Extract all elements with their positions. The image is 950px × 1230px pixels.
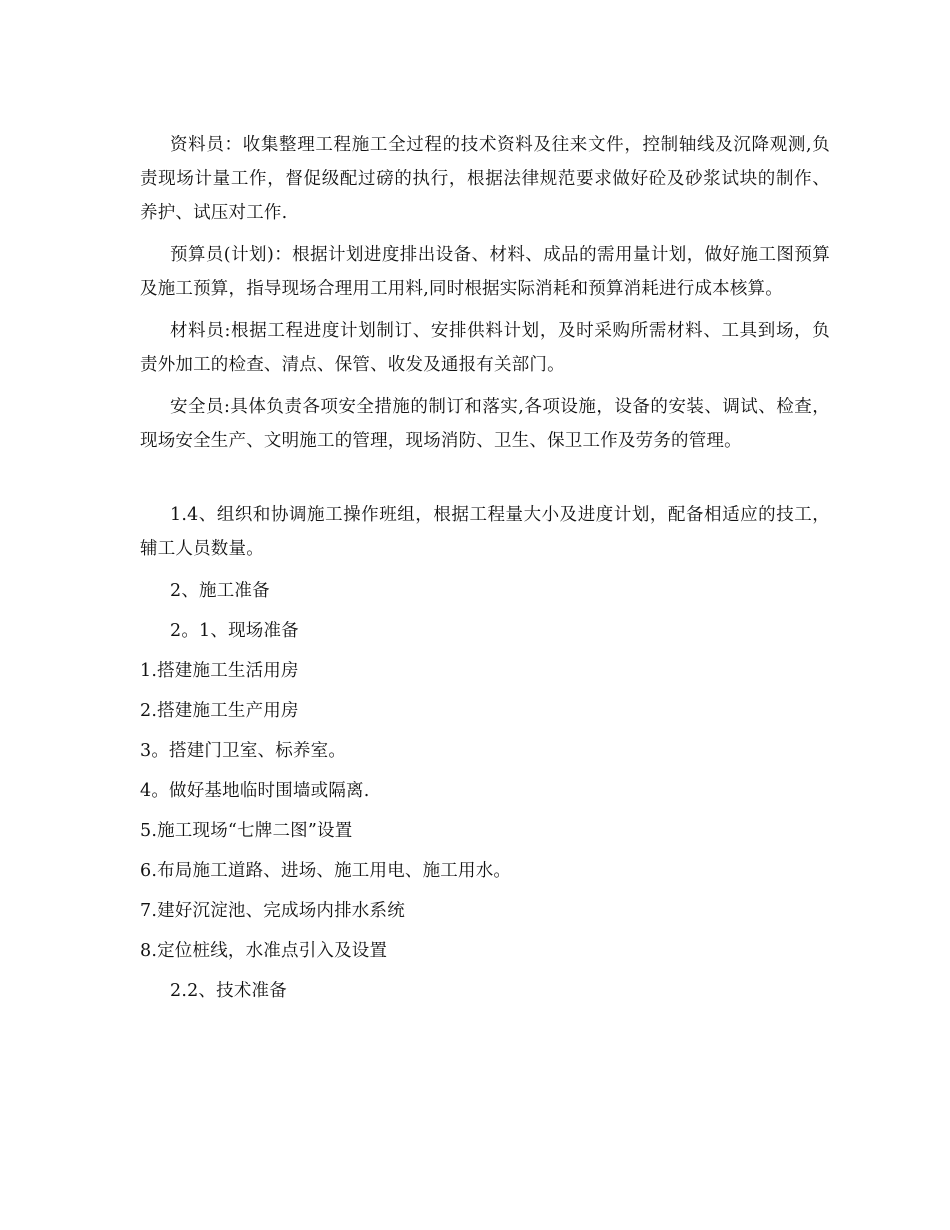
paragraph-safety-officer: 安全员:具体负责各项安全措施的制订和落实,各项设施，设备的安装、调试、检查，现场安全生产、文明施工的管理，现场消防、卫生、保卫工作及劳务的管理。 (140, 397, 830, 451)
list-item: 4。做好基地临时围墙或隔离. (140, 781, 370, 801)
list-item: 7.建好沉淀池、完成场内排水系统 (140, 901, 405, 921)
section-heading-2: 2、施工准备 (170, 581, 270, 601)
paragraph-budget-clerk: 预算员(计划)：根据计划进度排出设备、材料、成品的需用量计划，做好施工图预算及施工预算，指导现场合理用工用料,同时根据实际消耗和预算消耗进行成本核算。 (140, 245, 830, 299)
list-item: 8.定位桩线，水准点引入及设置 (140, 941, 388, 961)
paragraph-document-clerk: 资料员：收集整理工程施工全过程的技术资料及往来文件，控制轴线及沉降观测,负责现场计量工作，督促级配过磅的执行，根据法律规范要求做好砼及砂浆试块的制作、养护、试压对工作. (140, 135, 830, 223)
list-item: 1.搭建施工生活用房 (140, 661, 299, 681)
list-item: 6.布局施工道路、进场、施工用电、施工用水。 (140, 861, 512, 881)
list-item: 2.搭建施工生产用房 (140, 701, 299, 721)
section-heading-2-1: 2。1、现场准备 (170, 621, 299, 641)
list-item: 5.施工现场“七牌二图”设置 (140, 821, 353, 841)
section-heading-2-2: 2.2、技术准备 (170, 981, 287, 1001)
document-body (140, 128, 830, 1014)
list-item: 3。搭建门卫室、标养室。 (140, 741, 347, 761)
paragraph-section-1-4: 1.4、组织和协调施工操作班组，根据工程量大小及进度计划，配备相适应的技工，辅工人员数量。 (140, 505, 830, 559)
paragraph-material-clerk: 材料员:根据工程进度计划制订、安排供料计划，及时采购所需材料、工具到场，负责外加工的检查、清点、保管、收发及通报有关部门。 (140, 321, 830, 375)
